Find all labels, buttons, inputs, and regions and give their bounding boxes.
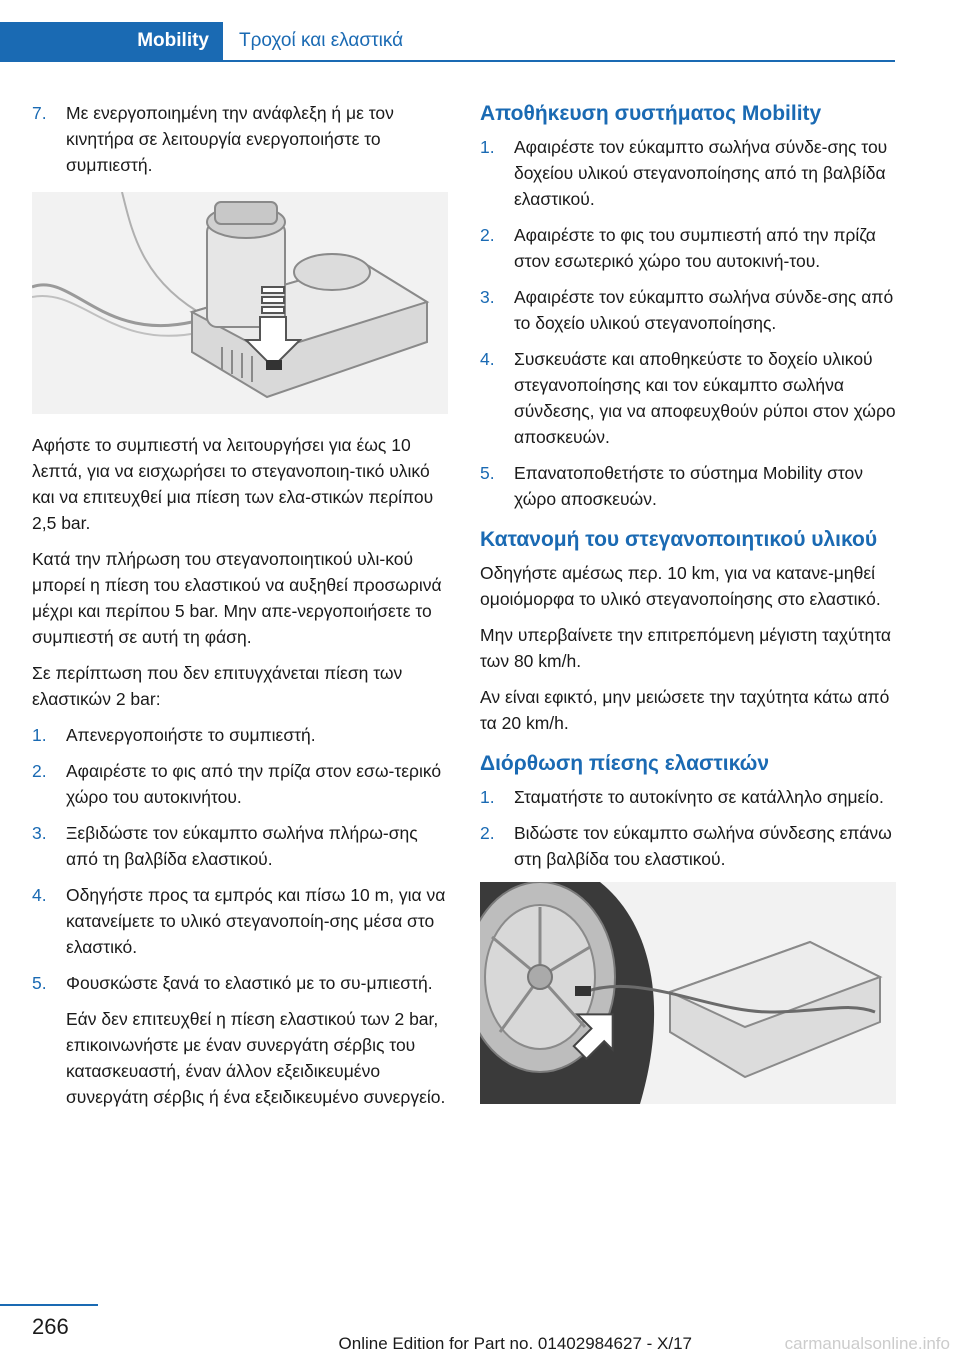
left-column — [32, 100, 448, 1120]
paragraph: Αν είναι εφικτό, μην μειώσετε την ταχύτητα κάτω από τα 20 km/h. — [480, 687, 890, 733]
list-item — [480, 346, 896, 450]
list-item — [480, 222, 896, 274]
step-text: Συσκευάστε και αποθηκεύστε το δοχείο υλικού στεγανοποίησης και τον εύκαμπτο σωλήνα σύνδεσης, για να αποφευχθούν ρύποι στον χώρο αποσκευών. — [514, 349, 896, 447]
step-number: 1. — [480, 137, 495, 157]
header-rule — [0, 60, 895, 62]
step-number: 5. — [32, 973, 47, 993]
step-text: Απενεργοποιήστε το συμπιεστή. — [66, 725, 316, 745]
tire-valve-drawing — [480, 882, 896, 1104]
paragraph: Οδηγήστε αμέσως περ. 10 km, για να κατανε-μηθεί ομοιόμορφα το υλικό στεγανοποίησης στο ελαστικό. — [480, 563, 881, 609]
list-item — [480, 820, 896, 872]
paragraph: Σε περίπτωση που δεν επιτυγχάνεται πίεση των ελαστικών 2 bar: — [32, 663, 403, 709]
correction-steps — [480, 784, 896, 872]
paragraph: Αφήστε το συμπιεστή να λειτουργήσει για έως 10 λεπτά, για να εισχωρήσει το στεγανοποιη-τικό υλικό και να επιτευχθεί μια πίεση των ελα-στικών περίπου 2,5 bar. — [32, 435, 434, 533]
list-item — [32, 970, 448, 1110]
compressor-drawing — [32, 192, 448, 414]
section-heading-storage: Αποθήκευση συστήματος Mobility — [480, 102, 822, 125]
compressor-illustration — [32, 192, 448, 414]
storage-steps — [480, 134, 896, 512]
section-heading-correction: Διόρθωση πίεσης ελαστικών — [480, 752, 769, 775]
page-number: 266 — [32, 1314, 69, 1339]
step-text: Αφαιρέστε το φις από την πρίζα στον εσω-τερικό χώρο του αυτοκινήτου. — [66, 761, 442, 807]
step-text: Με ενεργοποιημένη την ανάφλεξη ή με τον κινητήρα σε λειτουργία ενεργοποιήστε το συμπιεστή. — [66, 103, 394, 175]
step-number: 2. — [480, 823, 495, 843]
edition-note: Online Edition for Part no. 01402984627 - X/17 — [338, 1334, 692, 1353]
step-number: 2. — [480, 225, 495, 245]
paragraph: Μην υπερβαίνετε την επιτρεπόμενη μέγιστη ταχύτητα των 80 km/h. — [480, 625, 892, 671]
footer-rule — [0, 1304, 98, 1306]
section-heading-distribution: Κατανομή του στεγανοποιητικού υλικού — [480, 528, 878, 551]
list-item — [480, 460, 896, 512]
list-item — [32, 758, 448, 810]
paragraph: Κατά την πλήρωση του στεγανοποιητικού υλι-κού μπορεί η πίεση του ελαστικού να αυξηθεί προσωρινά μέχρι και περίπου 5 bar. Μην απε-νεργοποιήσετε το συμπιεστή σε αυτή τη φάση. — [32, 549, 442, 647]
list-item — [480, 784, 896, 810]
step-text: Επανατοποθετήστε το σύστημα Mobility στον χώρο αποσκευών. — [514, 463, 864, 509]
step-text: Βιδώστε τον εύκαμπτο σωλήνα σύνδεσης επάνω στη βαλβίδα του ελαστικού. — [514, 823, 892, 869]
step-number: 4. — [480, 349, 495, 369]
step-number: 4. — [32, 885, 47, 905]
tire-valve-illustration — [480, 882, 896, 1104]
list-item — [32, 100, 448, 178]
step-number: 1. — [32, 725, 47, 745]
list-item — [32, 882, 448, 960]
step-note: Εάν δεν επιτευχθεί η πίεση ελαστικού των 2 bar, επικοινωνήστε με έναν συνεργάτη σέρβις του κατασκευαστή, έναν άλλον εξειδικευμένο συνεργάτη σέρβις ή ένα εξειδικευμένο συνεργείο. — [66, 1009, 446, 1107]
step-list — [32, 722, 448, 1110]
right-column — [480, 100, 896, 1104]
step-number: 7. — [32, 103, 47, 123]
watermark: carmanualsonline.info — [784, 1334, 950, 1353]
page-header — [0, 22, 895, 60]
list-item — [32, 722, 448, 748]
step-text: Ξεβιδώστε τον εύκαμπτο σωλήνα πλήρω-σης από τη βαλβίδα ελαστικού. — [66, 823, 418, 869]
step-list-continued — [32, 100, 448, 178]
list-item — [480, 284, 896, 336]
step-number: 1. — [480, 787, 495, 807]
step-text: Οδηγήστε προς τα εμπρός και πίσω 10 m, για να κατανείμετε το υλικό στεγανοποίη-σης μέσα στο ελαστικό. — [66, 885, 446, 957]
subsection-tab: Τροχοί και ελαστικά — [239, 30, 404, 51]
step-number: 2. — [32, 761, 47, 781]
step-text: Σταματήστε το αυτοκίνητο σε κατάλληλο σημείο. — [514, 787, 884, 807]
list-item — [32, 820, 448, 872]
step-number: 3. — [32, 823, 47, 843]
step-number: 3. — [480, 287, 495, 307]
step-text: Αφαιρέστε το φις του συμπιεστή από την πρίζα στον εσωτερικό χώρο του αυτοκινή-του. — [514, 225, 876, 271]
step-text: Αφαιρέστε τον εύκαμπτο σωλήνα σύνδε-σης του δοχείου υλικού στεγανοποίησης από τη βαλβίδα ελαστικού. — [514, 137, 888, 209]
section-tab: Mobility — [0, 22, 223, 60]
step-number: 5. — [480, 463, 495, 483]
step-text: Αφαιρέστε τον εύκαμπτο σωλήνα σύνδε-σης από το δοχείο υλικού στεγανοποίησης. — [514, 287, 894, 333]
step-text: Φουσκώστε ξανά το ελαστικό με το συ-μπιεστή. — [66, 973, 433, 993]
list-item — [480, 134, 896, 212]
